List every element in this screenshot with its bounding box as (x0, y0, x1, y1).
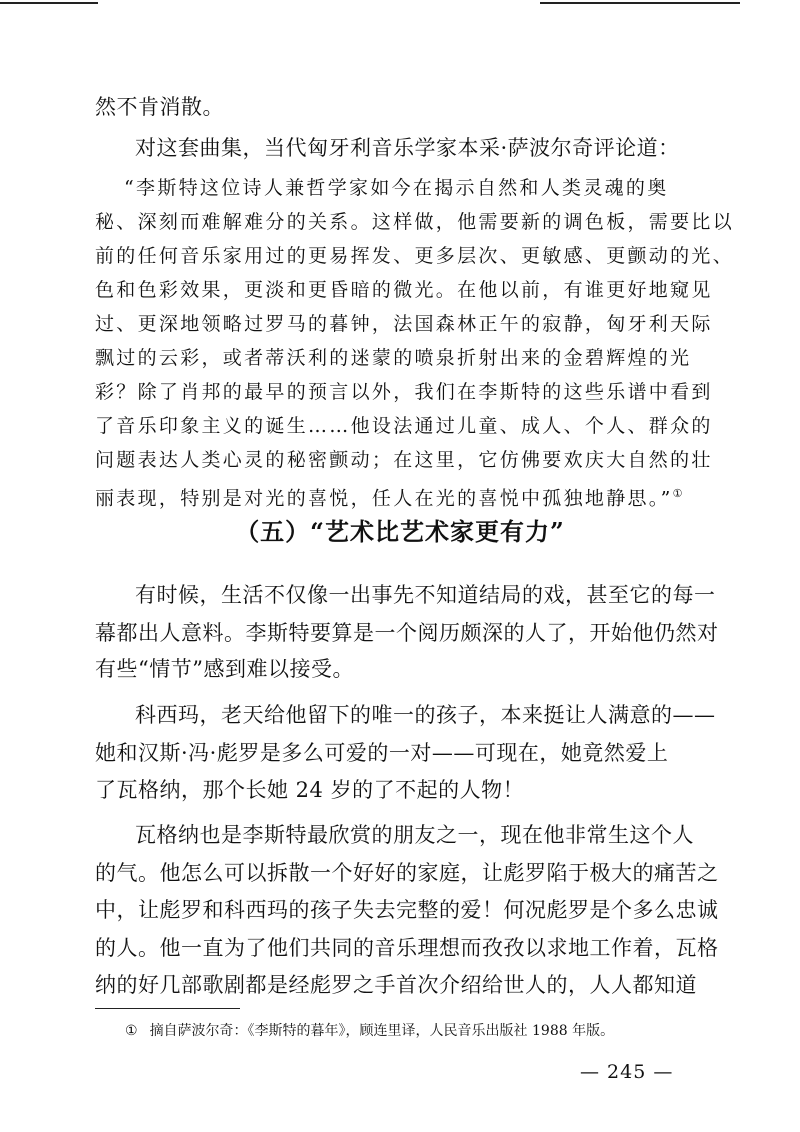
paragraph-line: 有时候，生活不仅像一出事先不知道结局的戏，甚至它的每一 (135, 583, 716, 607)
paragraph-line: 瓦格纳也是李斯特最欣赏的朋友之一，现在他非常生这个人 (135, 823, 694, 847)
quote-line: 彩？除了肖邦的最早的预言以外，我们在李斯特的这些乐谱中看到 (95, 381, 713, 403)
quote-line-last (95, 479, 685, 513)
quote-text: 丽表现，特别是对光的喜悦，任人在光的喜悦中孤独地静思。” (95, 487, 673, 510)
paragraph-line: 幕都出人意料。李斯特要算是一个阅历颇深的人了，开始他仍然对 (95, 621, 719, 645)
footnote-mark: ① (125, 1023, 138, 1039)
paragraph-line: 中，让彪罗和科西玛的孩子失去完整的爱！何况彪罗是个多么忠诚 (95, 898, 719, 922)
top-border-rule (540, 2, 740, 4)
critic-intro-line: 对这套曲集，当代匈牙利音乐学家本采·萨波尔奇评论道： (135, 136, 680, 160)
paragraph-line: 的人。他一直为了他们共同的音乐理想而孜孜以求地工作着，瓦格 (95, 936, 719, 960)
quote-line: “李斯特这位诗人兼哲学家如今在揭示自然和人类灵魂的奥 (124, 177, 669, 199)
section-heading: （五）“艺术比艺术家更有力” (235, 517, 565, 546)
intro-line: 然不肯消散。 (95, 95, 224, 119)
quote-line: 秘、深刻而难解难分的关系。这样做，他需要新的调色板，需要比以 (95, 211, 735, 233)
footnote-divider (95, 1008, 240, 1009)
top-border-rule (0, 2, 98, 4)
paragraph-line: 的气。他怎么可以拆散一个好好的家庭，让彪罗陷于极大的痛苦之 (95, 861, 719, 885)
paragraph-line: 她和汉斯·冯·彪罗是多么可爱的一对——可现在，她竟然爱上 (95, 741, 669, 765)
paragraph-line: 了瓦格纳，那个长她 24 岁的了不起的人物！ (95, 778, 525, 802)
footnote-text: 摘自萨波尔奇：《李斯特的暮年》，顾连里译，人民音乐出版社 1988 年版。 (149, 1023, 615, 1039)
quote-line: 色和色彩效果，更淡和更昏暗的微光。在他以前，有谁更好地窥见 (95, 279, 713, 301)
footnote-reference: ① (672, 487, 683, 500)
paragraph-line: 有些“情节”感到难以接受。 (95, 657, 354, 681)
quote-line: 问题表达人类心灵的秘密颤动；在这里，它仿佛要欢庆大自然的壮 (95, 449, 713, 471)
page-number: — 245 — (580, 1061, 674, 1083)
quote-line: 飘过的云彩，或者蒂沃利的迷蒙的喷泉折射出来的金碧辉煌的光 (95, 347, 692, 369)
quote-line: 了音乐印象主义的诞生……他设法通过儿童、成人、个人、群众的 (95, 415, 713, 437)
paragraph-line: 科西玛，老天给他留下的唯一的孩子，本来挺让人满意的—— (135, 703, 716, 727)
paragraph-line: 纳的好几部歌剧都是经彪罗之手首次介绍给世人的，人人都知道 (95, 973, 697, 997)
footnote (125, 1020, 614, 1042)
quote-line: 前的任何音乐家用过的更易挥发、更多层次、更敏感、更颤动的光、 (95, 245, 735, 267)
quote-line: 过、更深地领略过罗马的暮钟，法国森林正午的寂静，匈牙利天际 (95, 313, 713, 335)
